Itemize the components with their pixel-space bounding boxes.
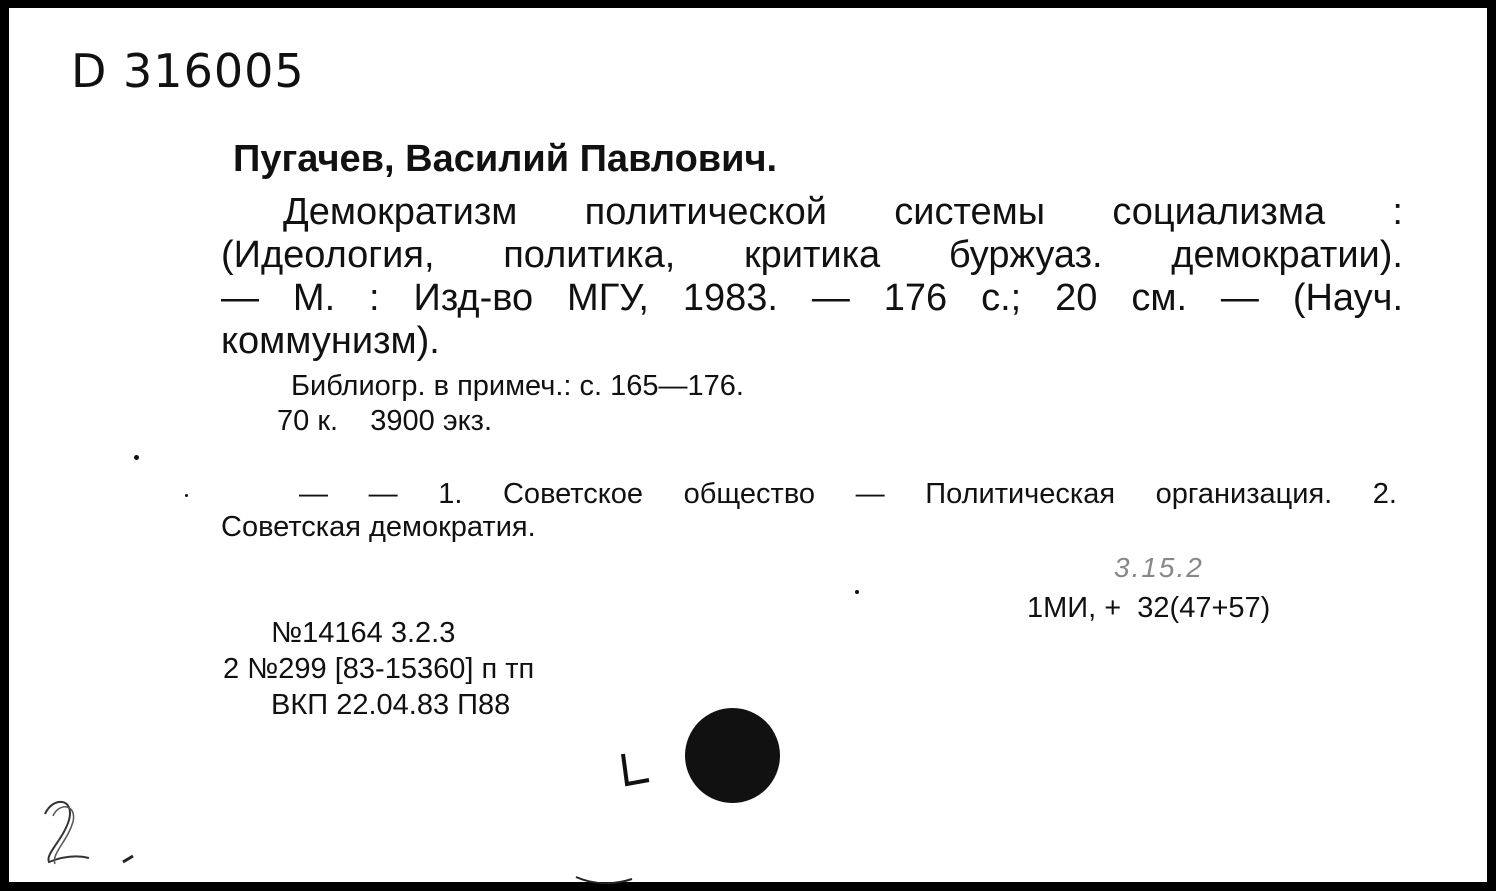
notes-block [277,369,744,439]
description-line: коммунизм). [221,320,440,362]
speck [185,494,188,497]
registration-info [223,615,534,723]
subject-line: — — 1. Советское общество — Политическая организация. 2. [299,478,1397,510]
subject-headings [221,478,1397,544]
classification-index: 1МИ, + 32(47+57) [1027,592,1271,624]
description-line: Демократизм политической системы социализма : [283,191,1403,233]
subject-line: Советская демократия. [221,511,536,543]
check-mark-icon [617,750,653,794]
speck [134,455,139,460]
bibliography-note: Библиогр. в примеч.: с. 165—176. [291,370,744,402]
punch-hole [685,708,780,803]
misc-line: ВКП 22.04.83 П88 [263,689,511,721]
title-description [221,191,1403,363]
call-number: D 316005 [71,44,305,98]
speck [855,590,859,594]
description-line: — М. : Изд-во МГУ, 1983. — 176 с.; 20 см. — (Науч. [221,277,1403,319]
handwritten-mark [33,792,143,882]
author-heading: Пугачев, Василий Павлович. [233,138,778,180]
misc-line: 2 №299 [83-15360] п тп [223,653,535,685]
misc-line: №14164 3.2.3 [263,617,456,649]
price-print-run: 70 к. 3900 экз. [277,405,493,437]
smudge [574,873,634,887]
catalog-card [6,5,1490,885]
faint-stamp: 3.15.2 [1114,552,1204,583]
description-line: (Идеология, политика, критика буржуаз. демократии). [221,234,1403,276]
